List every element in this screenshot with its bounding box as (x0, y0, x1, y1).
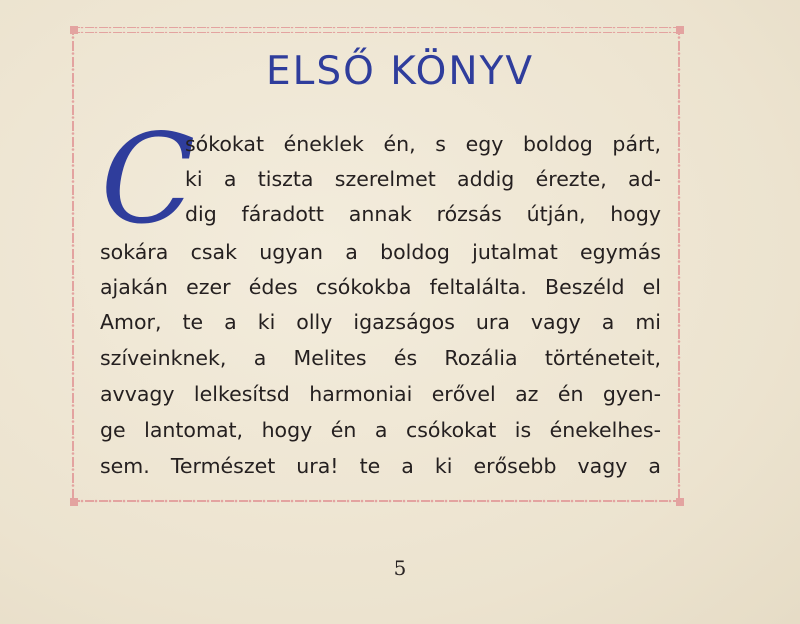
chapter-heading: ELSŐ KÖNYV (265, 49, 535, 94)
text-line-5: ajakán ezer édes csókokba feltalálta. Beszéld el (100, 275, 661, 299)
text-line-9: ge lantomat, hogy én a csókokat is énekelhes- (100, 418, 661, 442)
text-line-10: sem. Természet ura! te a ki erősebb vagy a (100, 454, 661, 478)
text-line-1: sókokat éneklek én, s egy boldog párt, (185, 132, 661, 156)
text-line-2: ki a tiszta szerelmet addig érezte, ad- (185, 167, 661, 191)
page-number: 5 (393, 556, 407, 580)
text-line-6: Amor, te a ki olly igazságos ura vagy a mi (100, 310, 661, 334)
text-line-3: dig fáradott annak rózsás útján, hogy (185, 202, 661, 226)
text-line-8: avvagy lelkesítsd harmoniai erővel az én gyen- (100, 382, 661, 406)
text-line-4: sokára csak ugyan a boldog jutalmat egymás (100, 240, 661, 264)
drop-cap-glyph: C (100, 124, 196, 232)
text-line-7: szíveinknek, a Melites és Rozália történeteit, (100, 346, 661, 370)
